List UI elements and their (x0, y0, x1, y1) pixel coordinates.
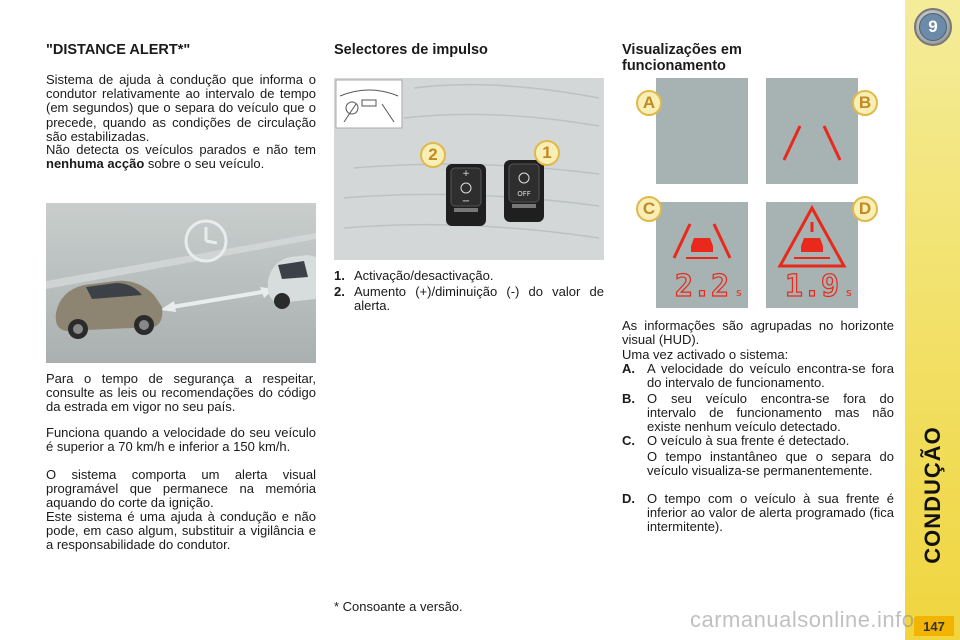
list-text: A velocidade do veículo encontra-se fora do intervalo de funcionamento. (647, 361, 894, 391)
paragraph-intro: Sistema de ajuda à condução que informa o condutor relativamente ao intervalo de tempo (em segundos) que o separa do veículo que o precede, quando as condições de circulação são estabilizadas. (46, 72, 316, 144)
paragraph-visual-alert: O sistema comporta um alerta visual programável que permanece na memória aquando do corte da ignição. (46, 467, 316, 511)
list-text: O veículo à sua frente é detectado. (647, 433, 850, 448)
section-title-selectors: Selectores de impulso (334, 42, 488, 58)
badge-1: 1 (534, 140, 560, 166)
chapter-number: 9 (919, 13, 947, 41)
hud-time-c: 2.2 (674, 269, 730, 304)
hud-unit-d: s (846, 286, 852, 299)
list-key: D. (622, 491, 635, 506)
list-key: B. (622, 391, 635, 406)
list-text: Aumento (+)/diminuição (-) do valor de alerta. (354, 284, 604, 314)
paragraph-once-activated: Uma vez activado o sistema: (622, 347, 789, 362)
page-number: 147 (914, 616, 954, 636)
dashboard-illustration (334, 78, 604, 260)
paragraph-hud: As informações são agrupadas no horizonte visual (HUD). (622, 318, 894, 348)
paragraph-safety-time: Para o tempo de segurança a respeitar, consulte as leis ou recomendações do código da estrada em vigor no seu país. (46, 371, 316, 415)
badge-d: D (852, 196, 878, 222)
list-key: 1. (334, 268, 345, 283)
list-item (334, 269, 604, 283)
hud-panel-c (656, 202, 748, 308)
list-item (334, 285, 604, 313)
hud-panel-a (656, 78, 748, 184)
list-item (622, 492, 894, 535)
list-key: 2. (334, 284, 345, 299)
hud-panel-b (766, 78, 858, 184)
paragraph-driving-aid: Este sistema é uma ajuda à condução e não pode, em caso algum, substituir a vigilância e a responsabilidade do condutor. (46, 509, 316, 553)
list-item (622, 450, 894, 478)
badge-c: C (636, 196, 662, 222)
watermark: carmanualsonline.info (690, 607, 915, 632)
footnote: * Consoante a versão. (334, 599, 463, 614)
lane-lines-icon (766, 78, 858, 184)
section-title-distance-alert: "DISTANCE ALERT*" (46, 42, 191, 58)
cars-illustration (46, 203, 316, 363)
list-item (622, 434, 894, 448)
badge-2: 2 (420, 142, 446, 168)
hud-time-d: 1.9 (784, 269, 840, 304)
alert-triangle-icon (766, 202, 858, 308)
list-text: O tempo instantâneo que o separa do veículo visualiza-se permanentemente. (647, 449, 894, 479)
chapter-title (908, 380, 958, 610)
paragraph-speed-range: Funciona quando a velocidade do seu veículo é superior a 70 km/h e inferior a 150 km/h. (46, 425, 316, 455)
list-text: O seu veículo encontra-se fora do intervalo de funcionamento mas não existe nenhum veículo detectado. (647, 391, 894, 435)
list-key: A. (622, 361, 635, 376)
distance-illustration (46, 203, 316, 363)
vehicle-detected-icon (656, 202, 748, 308)
paragraph-no-detection: Não detecta os veículos parados e não tem nenhuma acção sobre o seu veículo. (46, 142, 316, 172)
list-item (622, 392, 894, 435)
list-key (622, 450, 647, 478)
hud-panel-d (766, 202, 858, 308)
section-title-displays: Visualizações em funcionamento (622, 42, 742, 74)
hud-unit-c: s (736, 286, 742, 299)
svg-text:+: + (462, 169, 470, 179)
list-item (622, 362, 894, 390)
list-text: O tempo com o veículo à sua frente é inferior ao valor de alerta programado (fica intermitente). (647, 491, 894, 535)
selectors-illustration (334, 78, 604, 260)
button-on-off (504, 160, 544, 222)
off-label: OFF (517, 190, 531, 198)
badge-a: A (636, 90, 662, 116)
badge-b: B (852, 90, 878, 116)
button-increase-decrease (446, 164, 486, 226)
list-key: C. (622, 433, 635, 448)
chapter-title-text: CONDUÇÃO (920, 426, 945, 564)
chapter-number-badge (914, 8, 952, 46)
svg-text:−: − (461, 196, 471, 207)
list-text: Activação/desactivação. (354, 268, 494, 283)
